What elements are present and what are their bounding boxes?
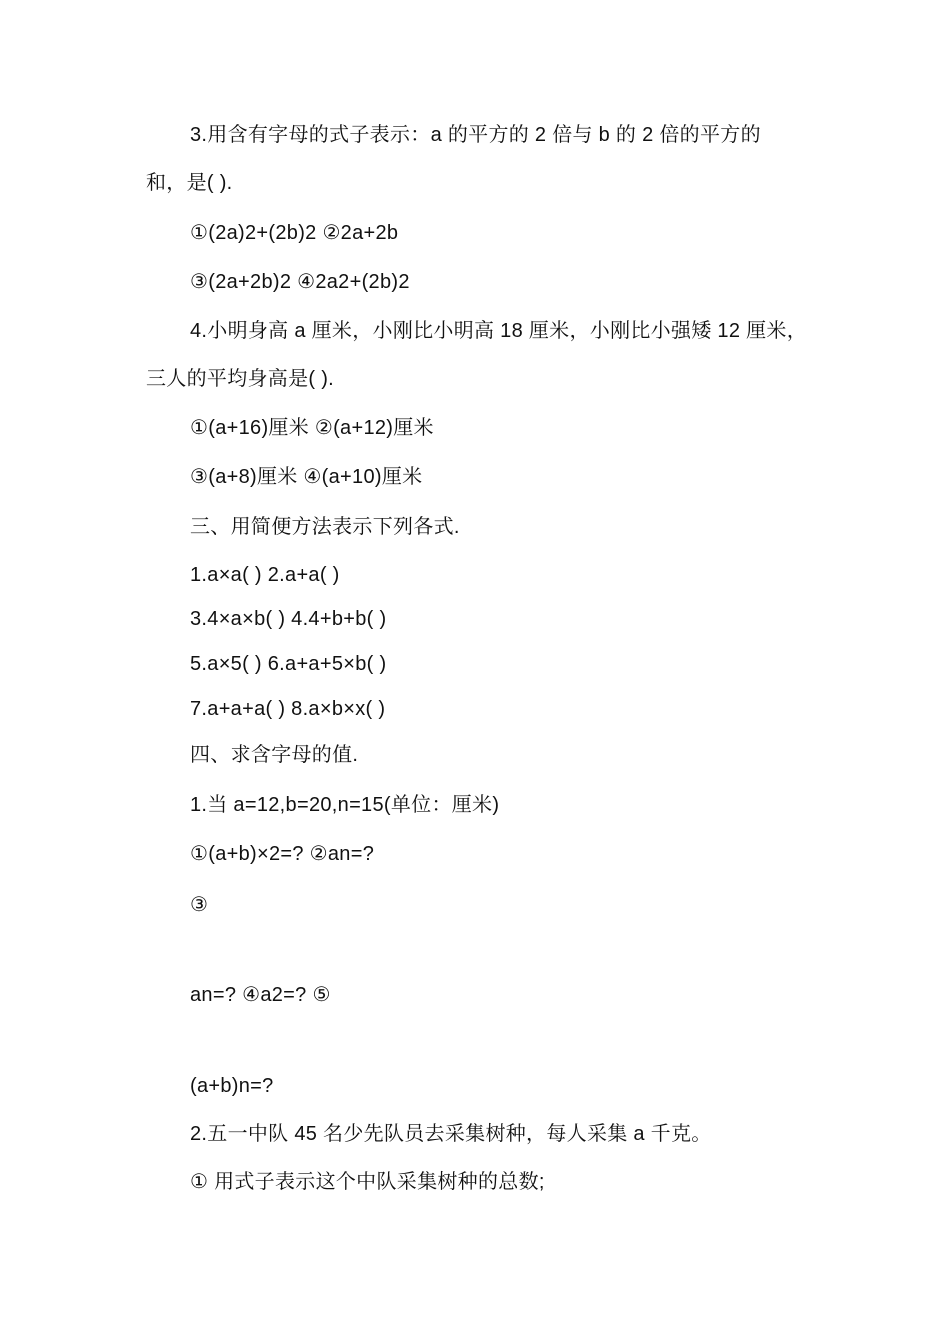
- section-4-question-1-parts-b: an=? ④a2=? ⑤: [190, 984, 331, 1006]
- section-3-heading: 三、用简便方法表示下列各式.: [190, 516, 460, 538]
- question-4-text: 4.小明身高 a 厘米，小刚比小明高 18 厘米，小刚比小强矮 12 厘米，: [190, 320, 808, 342]
- section-4-question-1-part-3: ③: [190, 894, 209, 916]
- question-4-text-cont: 三人的平均身高是( ).: [146, 368, 335, 390]
- section-3-item-row-1: 1.a×a( ) 2.a+a( ): [190, 564, 340, 586]
- section-4-question-1: 1.当 a=12,b=20,n=15(单位：厘米): [190, 794, 500, 816]
- question-3-options-a: ①(2a)2+(2b)2 ②2a+2b: [190, 222, 399, 244]
- section-3-item-row-2: 3.4×a×b( ) 4.4+b+b( ): [190, 608, 387, 630]
- section-4-heading: 四、求含字母的值.: [190, 744, 359, 766]
- question-3-options-b: ③(2a+2b)2 ④2a2+(2b)2: [190, 271, 410, 293]
- section-4-question-1-part-5: (a+b)n=?: [190, 1075, 274, 1097]
- section-4-question-1-parts-a: ①(a+b)×2=? ②an=?: [190, 843, 375, 865]
- question-3-text: 3.用含有字母的式子表示：a 的平方的 2 倍与 b 的 2 倍的平方的: [190, 124, 761, 146]
- section-3-item-row-3: 5.a×5( ) 6.a+a+5×b( ): [190, 653, 387, 675]
- question-4-options-a: ①(a+16)厘米 ②(a+12)厘米: [190, 417, 434, 439]
- question-3-text-cont: 和，是( ).: [146, 172, 233, 194]
- section-4-question-2-part-1: ① 用式子表示这个中队采集树种的总数;: [190, 1171, 545, 1193]
- section-3-item-row-4: 7.a+a+a( ) 8.a×b×x( ): [190, 698, 386, 720]
- section-4-question-2: 2.五一中队 45 名少先队员去采集树种，每人采集 a 千克。: [190, 1123, 712, 1145]
- question-4-options-b: ③(a+8)厘米 ④(a+10)厘米: [190, 466, 423, 488]
